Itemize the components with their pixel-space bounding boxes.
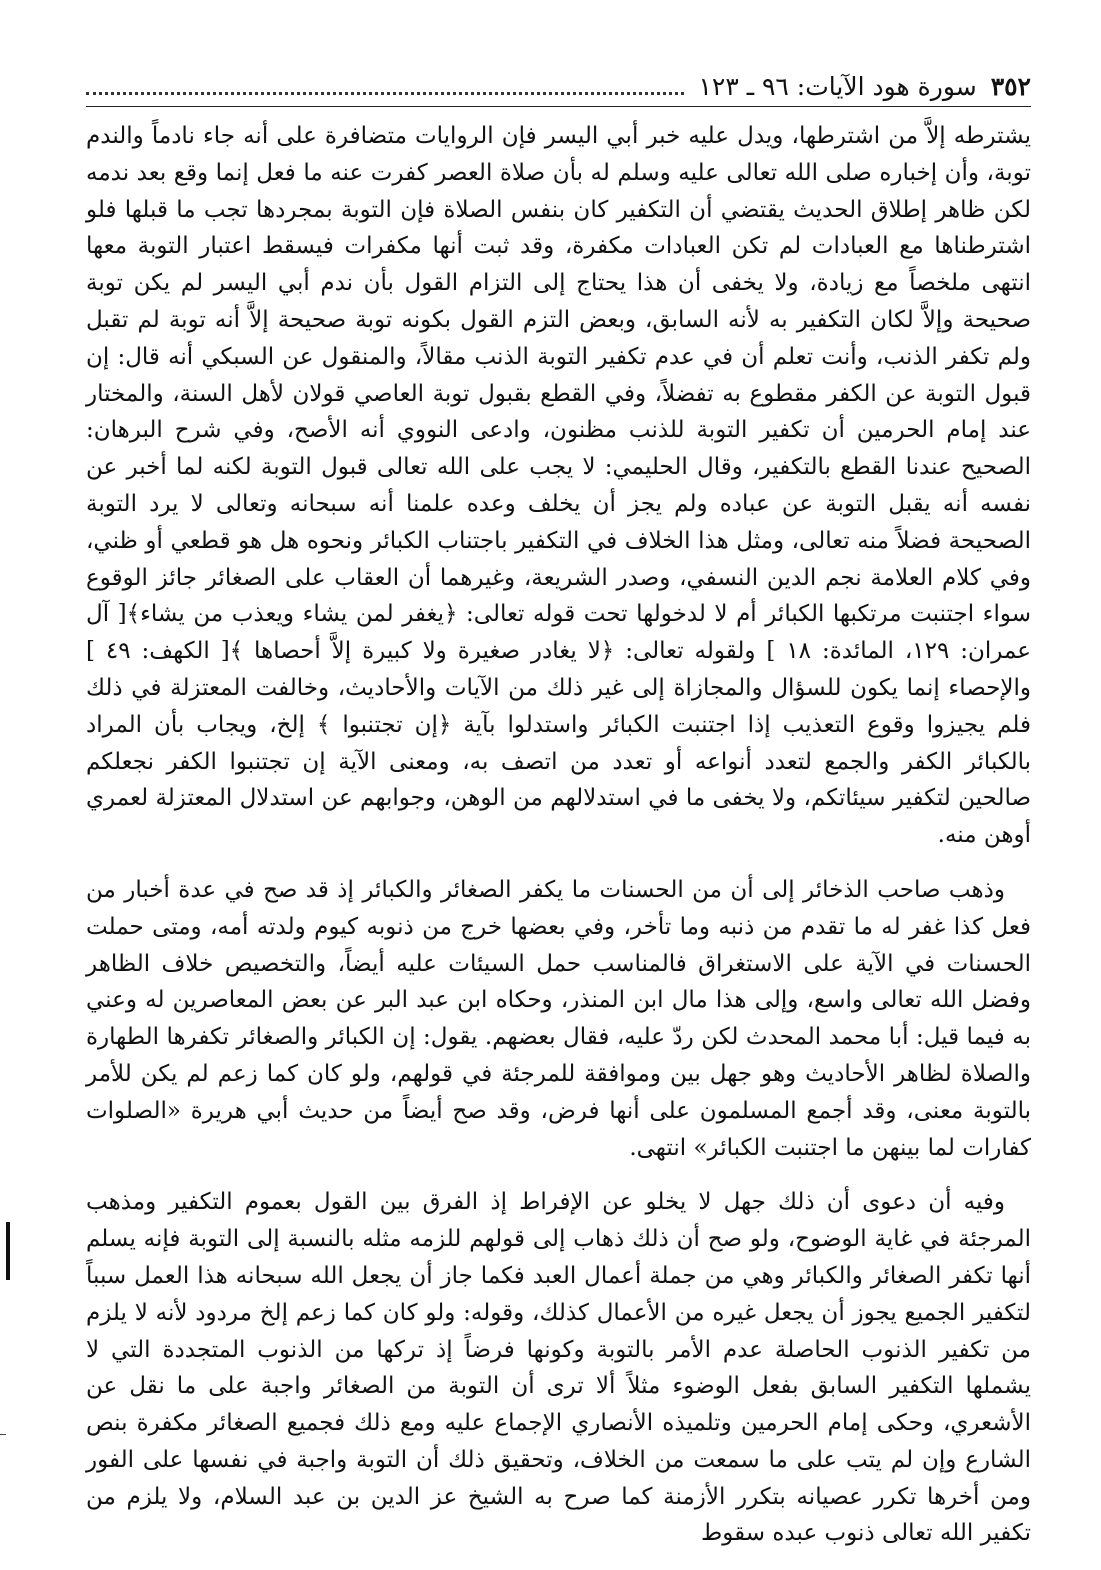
page-number: ٣٥٢ [990, 71, 1031, 101]
margin-tick-mark [0, 1434, 6, 1435]
dot-leader [86, 92, 684, 95]
body-text [86, 118, 1031, 1570]
paragraph-2: وذهب صاحب الذخائر إلى أن من الحسنات ما يكفر الصغائر والكبائر إذ قد صح في عدة أخبار من فعل كذا غفر له ما تقدم من ذنبه وما تأخر، وفي بعضها خرج من ذنوبه كيوم ولدته أمه، ومتى حملت الحسنات في الآية على الاستغراق فالمناسب حمل السيئات عليه أيضاً، والتخصيص خلاف الظاهر وفضل الله تعالى واسع، وإلى هذا مال ابن المنذر، وحكاه ابن عبد البر عن بعض المعاصرين له وعني به فيما قيل: أبا محمد المحدث لكن ردّ عليه، فقال بعضهم. يقول: إن الكبائر والصغائر تكفرها الطهارة والصلاة لظاهر الأحاديث وهو جهل بين وموافقة للمرجئة في قولهم، ولو كان كما زعم لم يكن للأمر بالتوبة معنى، وقد أجمع المسلمون على أنها فرض، وقد صح أيضاً من حديث أبي هريرة «الصلوات كفارات لما بينهن ما اجتنبت الكبائر» انتهى. [86, 876, 1031, 1161]
running-header [86, 66, 1031, 107]
paragraph-3: وفيه أن دعوى أن ذلك جهل لا يخلو عن الإفراط إذ الفرق بين القول بعموم التكفير ومذهب المرجئة في غاية الوضوح، ولو صح أن ذلك ذهاب إلى قولهم للزمه مثله بالنسبة إلى التوبة فإنه يسلم أنها تكفر الصغائر والكبائر وهي من جملة أعمال العبد فكما جاز أن يجعل الله سبحانه هذا العمل سبباً لتكفير الجميع يجوز أن يجعل غيره من الأعمال كذلك، وقوله: ولو كان كما زعم إلخ مردود لأنه لا يلزم من تكفير الذنوب الحاصلة عدم الأمر بالتوبة وكونها فرضاً إذ تركها من الذنوب المتجددة التي لا يشملها التكفير السابق بفعل الوضوء مثلاً ألا ترى أن التوبة من الصغائر واجبة على ما نقل عن الأشعري، وحكى إمام الحرمين وتلميذه الأنصاري الإجماع عليه ومع ذلك فجميع الصغائر مكفرة بنص الشارع وإن لم يتب على ما سمعت من الخلاف، وتحقيق ذلك أن التوبة واجبة في نفسها على الفور ومن أخرها تكرر عصيانه بتكرر الأزمنة كما صرح به الشيخ عز الدين بن عبد السلام، ولا يلزم من تكفير الله تعالى ذنوب عبده سقوط [86, 1189, 1031, 1547]
margin-scan-mark [6, 1222, 10, 1280]
surah-title: سورة هود الآيات: ٩٦ ـ ١٢٣ [698, 71, 977, 101]
paragraph-1: يشترطه إلاَّ من اشترطها، ويدل عليه خبر أبي اليسر فإن الروايات متضافرة على أنه جاء نادماً والندم توبة، وأن إخباره صلى الله تعالى عليه وسلم له بأن صلاة العصر كفرت عنه ما فعل إنما وقع بعد ندمه لكن ظاهر إطلاق الحديث يقتضي أن التكفير كان بنفس الصلاة فإن التوبة بمجردها تجب ما قبلها فلو اشترطناها مع العبادات لم تكن العبادات مكفرة، وقد ثبت أنها مكفرات فيسقط اعتبار التوبة معها انتهى ملخصاً مع زيادة، ولا يخفى أن هذا يحتاج إلى التزام القول بأن ندم أبي اليسر لم يكن توبة صحيحة وإلاَّ لكان التكفير به لأنه السابق، وبعض التزم القول بكونه توبة صحيحة إلاَّ أنه توبة لم تقبل ولم تكفر الذنب، وأنت تعلم أن في عدم تكفير التوبة الذنب مقالاً، والمنقول عن السبكي أنه قال: إن قبول التوبة عن الكفر مقطوع به تفضلاً، وفي القطع بقبول توبة العاصي قولان لأهل السنة، والمختار عند إمام الحرمين أن تكفير التوبة للذنب مظنون، وادعى النووي أنه الأصح، وفي شرح البرهان: الصحيح عندنا القطع بالتكفير، وقال الحليمي: لا يجب على الله تعالى قبول التوبة لكنه لما أخبر عن نفسه أنه يقبل التوبة عن عباده ولم يجز أن يخلف وعده علمنا أنه سبحانه وتعالى لا يرد التوبة الصحيحة فضلاً منه تعالى، ومثل هذا الخلاف في التكفير باجتناب الكبائر ونحوه هل هو قطعي أو ظني، وفي كلام العلامة نجم الدين النسفي، وصدر الشريعة، وغيرهما أن العقاب على الصغائر جائز الوقوع سواء اجتنبت مرتكبها الكبائر أم لا لدخولها تحت قوله تعالى: ﴿يغفر لمن يشاء ويعذب من يشاء﴾[ آل عمران: ١٢٩، المائدة: ١٨ ] ولقوله تعالى: ﴿لا يغادر صغيرة ولا كبيرة إلاَّ أحصاها ﴾[ الكهف: ٤٩ ] والإحصاء إنما يكون للسؤال والمجازاة إلى غير ذلك من الآيات والأحاديث، وخالفت المعتزلة في ذلك فلم يجيزوا وقوع التعذيب إذا اجتنبت الكبائر واستدلوا بآية ﴿إن تجتنبوا ﴾ إلخ، ويجاب بأن المراد بالكبائر الكفر والجمع لتعدد أنواعه أو تعدد من اتصف به، ومعنى الآية إن تجتنبوا الكفر نجعلكم صالحين لتكفير سيئاتكم، ولا يخفى ما في استدلالهم من الوهن، وجوابهم عن استدلال المعتزلة لعمري أوهن منه. [86, 123, 1031, 849]
